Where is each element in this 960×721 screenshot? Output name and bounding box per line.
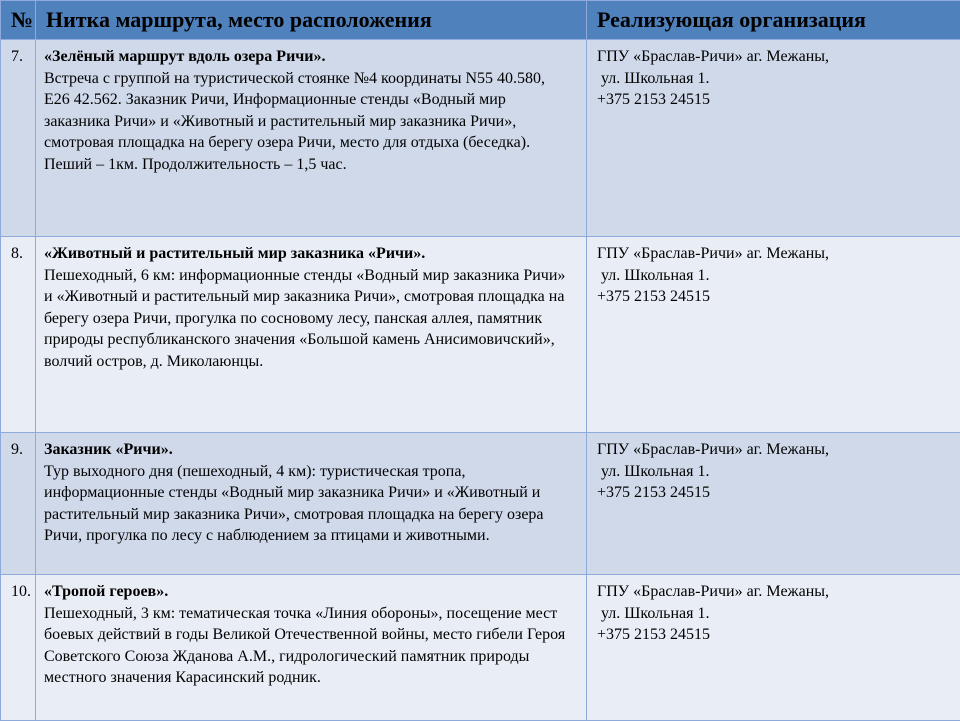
table-row	[1, 40, 960, 237]
organization-name: ГПУ «Браслав-Ричи» аг. Межаны,	[597, 581, 950, 603]
route-cell	[36, 237, 587, 433]
organization-cell	[587, 237, 960, 433]
route-cell	[36, 575, 587, 721]
header-route: Нитка маршрута, место расположения	[36, 1, 587, 40]
organization-address: ул. Школьная 1.	[597, 603, 950, 625]
route-cell	[36, 40, 587, 237]
organization-name: ГПУ «Браслав-Ричи» аг. Межаны,	[597, 439, 950, 461]
route-description: Встреча с группой на туристической стоянке №4 координаты N55 40.580, E26 42.562. Заказник Ричи, Информационные стенды «Водный мир заказника Ричи» и «Животный и растительный мир заказника Ричи», смотровая площадка на берегу озера Ричи, место для отдыха (беседка). Пеший – 1км. Продолжительность – 1,5 час.	[44, 70, 545, 173]
organization-phone: +375 2153 24515	[597, 482, 950, 504]
organization-phone: +375 2153 24515	[597, 89, 950, 111]
organization-cell	[587, 575, 960, 721]
route-cell	[36, 433, 587, 575]
table-header-row	[1, 1, 960, 40]
table-row	[1, 575, 960, 721]
row-number: 8.	[1, 237, 36, 433]
route-description: Пешеходный, 6 км: информационные стенды «Водный мир заказника Ричи» и «Животный и растительный мир заказника Ричи», смотровая площадка на берегу озера Ричи, прогулка по сосновому лесу, панская аллея, памятник природы республиканского значения «Большой камень Анисимовичский», волчий остров, д. Миколаюнцы.	[44, 267, 565, 370]
organization-name: ГПУ «Браслав-Ричи» аг. Межаны,	[597, 46, 950, 68]
route-description: Пешеходный, 3 км: тематическая точка «Линия обороны», посещение мест боевых действий в годы Великой Отечественной войны, место гибели Героя Советского Союза Жданова А.М., гидрологический памятник природы местного значения Карасинский родник.	[44, 605, 565, 687]
header-organization: Реализующая организация	[587, 1, 960, 40]
route-description: Тур выходного дня (пешеходный, 4 км): туристическая тропа, информационные стенды «Водный мир заказника Ричи» и «Животный и растительный мир заказника Ричи», смотровая площадка на берегу озера Ричи, прогулка по лесу с наблюдением за птицами и животными.	[44, 463, 544, 545]
row-number: 9.	[1, 433, 36, 575]
organization-phone: +375 2153 24515	[597, 624, 950, 646]
organization-phone: +375 2153 24515	[597, 286, 950, 308]
row-number: 10.	[1, 575, 36, 721]
table-row	[1, 237, 960, 433]
row-number: 7.	[1, 40, 36, 237]
organization-name: ГПУ «Браслав-Ричи» аг. Межаны,	[597, 243, 950, 265]
header-number: №	[1, 1, 36, 40]
organization-address: ул. Школьная 1.	[597, 265, 950, 287]
route-title: «Тропой героев».	[44, 581, 574, 603]
organization-address: ул. Школьная 1.	[597, 461, 950, 483]
route-title: «Зелёный маршрут вдоль озера Ричи».	[44, 46, 574, 68]
route-title: Заказник «Ричи».	[44, 439, 574, 461]
table-row	[1, 433, 960, 575]
organization-cell	[587, 40, 960, 237]
organization-cell	[587, 433, 960, 575]
organization-address: ул. Школьная 1.	[597, 68, 950, 90]
route-title: «Животный и растительный мир заказника «Ричи».	[44, 243, 574, 265]
